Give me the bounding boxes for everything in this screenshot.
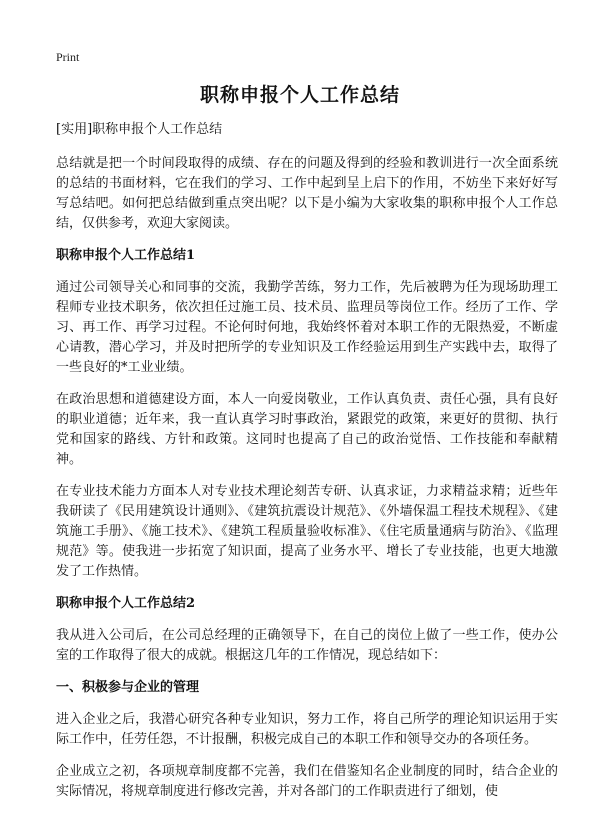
document-subtitle: [实用]职称申报个人工作总结 <box>56 122 223 137</box>
print-label: Print <box>56 50 80 64</box>
section-1-heading: 职称申报个人工作总结1 <box>56 248 196 263</box>
section-2-paragraph-2: 进入企业之后，我潜心研究各种专业知识，努力工作，将自己所学的理论知识运用于实际工作中，任劳任怨，不计报酬，积极完成自己的本职工作和领导交办的各项任务。 <box>56 712 558 747</box>
intro-paragraph: 总结就是把一个时间段取得的成绩、存在的问题及得到的经验和教训进行一次全面系统的总结的书面材料，它在我们的学习、工作中起到呈上启下的作用，不妨坐下来好好写写总结吧。如何把总结做到重点突出呢？以下是小编为大家收集的职称申报个人工作总结，仅供参考，欢迎大家阅读。 <box>56 156 558 231</box>
section-1-paragraph-1: 通过公司领导关心和同事的交流，我勤学苦练，努力工作，先后被聘为任为现场助理工程师专业技术职务，依次担任过施工员、技术员、监理员等岗位工作。经历了工作、学习、再工作、再学习过程。不论何时何地，我始终怀着对本职工作的无限热爱，不断虚心请教，潜心学习，并及时把所学的专业知识及工作经验运用到生产实践中去，取得了一些良好的*工业业绩。 <box>56 280 558 375</box>
section-2-paragraph-3: 企业成立之初，各项规章制度都不完善，我们在借鉴知名企业制度的同时，结合企业的实际情况，将规章制度进行修改完善，并对各部门的工作职责进行了细划，使 <box>56 764 558 799</box>
document-body <box>56 120 558 814</box>
section-1-paragraph-2: 在政治思想和道德建设方面，本人一向爱岗敬业，工作认真负责、责任心强，具有良好的职业道德；近年来，我一直认真学习时事政治，紧跟党的政策，来更好的贯彻、执行党和国家的路线、方针和政策。这同时也提高了自己的政治觉悟、工作技能和奉献精神。 <box>56 392 558 467</box>
section-2-heading: 职称申报个人工作总结2 <box>56 596 196 611</box>
section-2-subheading-1: 一、积极参与企业的管理 <box>56 680 200 695</box>
section-2-paragraph-1: 我从进入公司后，在公司总经理的正确领导下，在自己的岗位上做了一些工作，使办公室的工作取得了很大的成就。根据这几年的工作情况，现总结如下： <box>56 628 558 663</box>
document-title: 职称申报个人工作总结 <box>199 84 400 106</box>
section-1-paragraph-3: 在专业技术能力方面本人对专业技术理论刻苦专研、认真求证，力求精益求精；近些年我研读了《民用建筑设计通则》、《建筑抗震设计规范》、《外墙保温工程技术规程》、《建筑施工手册》、《施工技术》、《建筑工程质量验收标准》、《住宅质量通病与防治》、《监理规范》等。使我进一步拓宽了知识面，提高了业务水平、增长了专业技能，也更大地激发了工作热情。 <box>56 484 558 579</box>
